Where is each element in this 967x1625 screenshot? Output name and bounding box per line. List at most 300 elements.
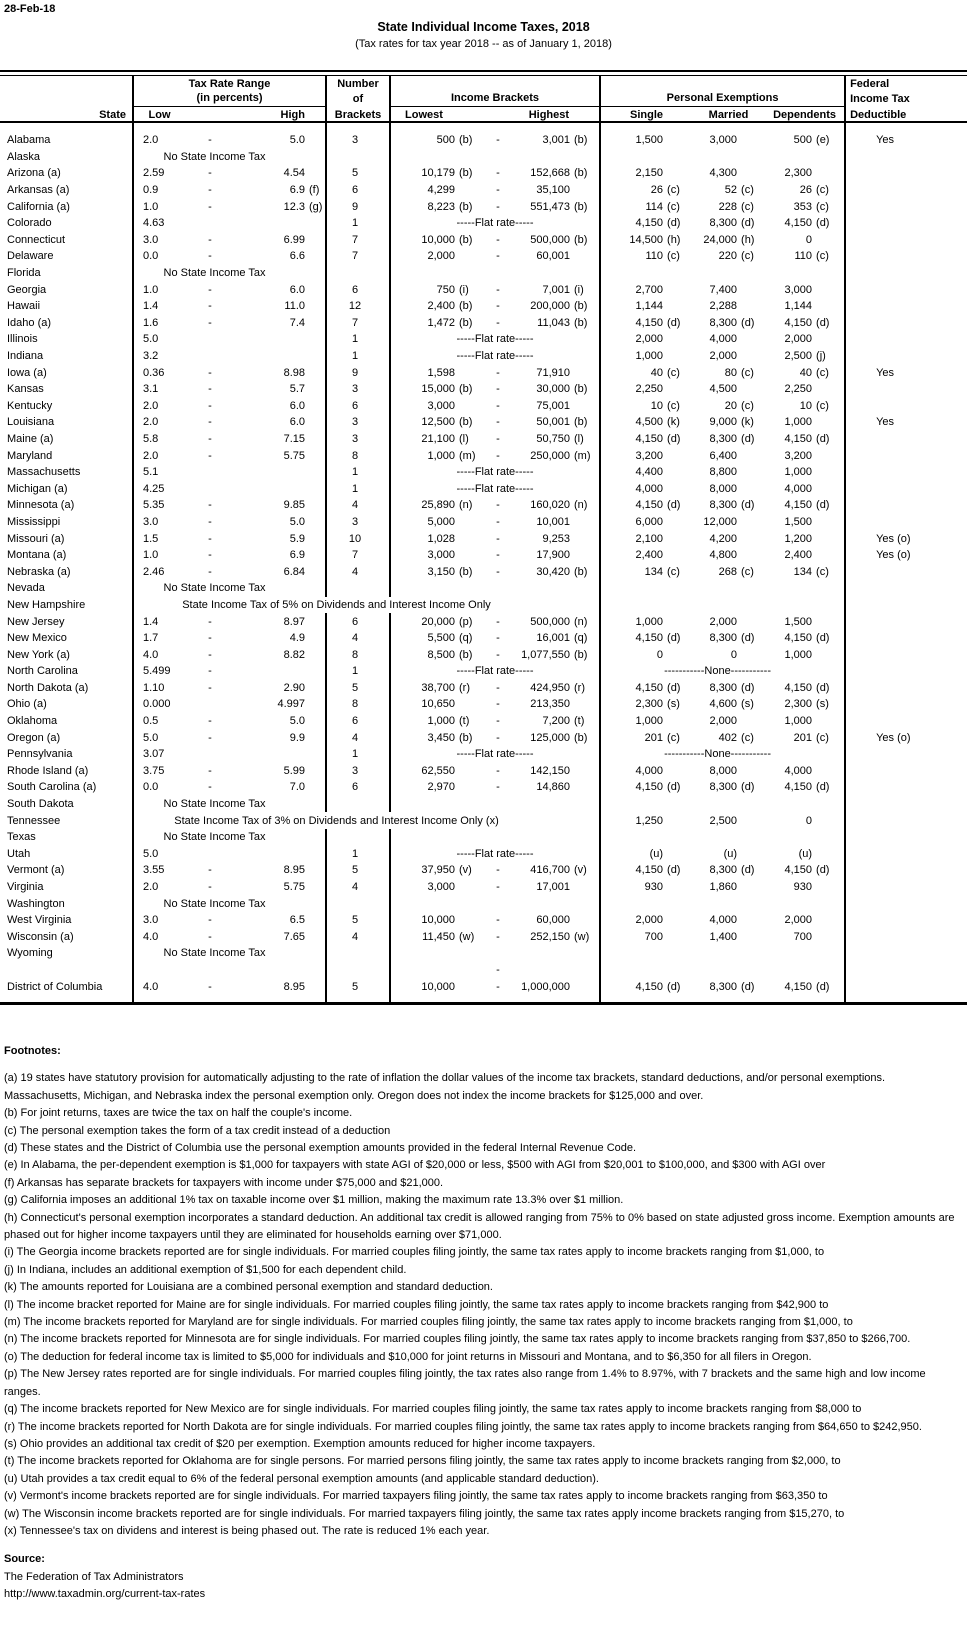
rate-low: 1.7 bbox=[143, 632, 159, 645]
table-header bbox=[0, 76, 967, 122]
exemption-dependents-value: 3,000 bbox=[784, 283, 813, 296]
income-bracket-dash: - bbox=[496, 864, 500, 877]
rate-range-dash bbox=[185, 846, 235, 863]
rate-low: 0.36 bbox=[143, 366, 165, 379]
income-bracket-lowest bbox=[390, 132, 486, 149]
exemption-dependents bbox=[765, 680, 845, 697]
income-bracket-lowest bbox=[390, 447, 486, 464]
exemption-dependents-footnote-marker: (d) bbox=[816, 499, 830, 512]
rate-high bbox=[235, 630, 326, 647]
bracket-count: 1 bbox=[326, 215, 390, 232]
personal-exemptions bbox=[600, 945, 845, 962]
exemption-dependents bbox=[765, 447, 845, 464]
exemption-married bbox=[692, 530, 765, 547]
income-bracket-lowest bbox=[390, 879, 486, 896]
exemption-married bbox=[692, 779, 765, 796]
exemption-dependents-value: 4,150 bbox=[784, 632, 813, 645]
income-bracket-lowest-value: 11,450 bbox=[422, 930, 455, 943]
exemption-single bbox=[600, 929, 692, 946]
exemption-single-footnote-marker: (c) bbox=[667, 565, 680, 578]
table-row bbox=[0, 331, 967, 348]
table-row bbox=[0, 696, 967, 713]
rate-low: 5.0 bbox=[143, 333, 159, 346]
exemption-dependents bbox=[765, 414, 845, 431]
income-bracket-highest-value: 142,150 bbox=[530, 764, 570, 777]
exemption-single-footnote-marker: (d) bbox=[667, 980, 681, 993]
exemption-single bbox=[600, 514, 692, 531]
rate-high-value: 7.15 bbox=[283, 432, 305, 445]
exemption-dependents-footnote-marker: (c) bbox=[816, 565, 829, 578]
exemption-dependents-value: 4,150 bbox=[784, 980, 813, 993]
income-bracket-highest-value: 1,077,550 bbox=[521, 648, 570, 661]
exemption-single bbox=[600, 630, 692, 647]
rate-high bbox=[235, 929, 326, 946]
flat-rate-label: -----Flat rate----- bbox=[390, 846, 600, 863]
bracket-count bbox=[326, 962, 390, 979]
exemption-married bbox=[692, 198, 765, 215]
state-name: Hawaii bbox=[0, 298, 133, 315]
income-bracket-lowest bbox=[390, 929, 486, 946]
rate-high bbox=[235, 431, 326, 448]
income-bracket-lowest-footnote-marker: (p) bbox=[459, 615, 473, 628]
state-name: Illinois bbox=[0, 331, 133, 348]
state-name: Connecticut bbox=[0, 232, 133, 249]
rate-high-value: 5.0 bbox=[289, 515, 305, 528]
rate-high bbox=[235, 763, 326, 780]
table-row bbox=[0, 182, 967, 199]
no-tax-label: No State Income Tax bbox=[133, 149, 326, 166]
exemption-single-footnote-marker: (h) bbox=[667, 233, 681, 246]
rate-high bbox=[235, 978, 326, 995]
rate-range-dash: - bbox=[208, 300, 212, 313]
header-rate-high: High bbox=[235, 106, 326, 122]
income-bracket-lowest bbox=[390, 514, 486, 531]
footnote: (e) In Alabama, the per-dependent exemption is $1,000 for taxpayers with state AGI of $20,000 or less, $500 with AGI from $20,001 to $100,000, and $300 with AGI over bbox=[4, 1159, 826, 1172]
rate-range-dash bbox=[185, 746, 235, 763]
exemption-married-footnote-marker: (d) bbox=[741, 980, 755, 993]
rate-range-dash: - bbox=[208, 449, 212, 462]
income-bracket-highest-value: 3,001 bbox=[542, 134, 570, 147]
bracket-count: 10 bbox=[326, 530, 390, 547]
income-bracket-highest-footnote-marker: (b) bbox=[574, 200, 588, 213]
rate-low: 2.0 bbox=[143, 134, 159, 147]
exemption-dependents bbox=[765, 165, 845, 182]
income-bracket-highest bbox=[510, 630, 600, 647]
income-bracket-highest bbox=[510, 713, 600, 730]
exemption-married bbox=[692, 464, 765, 481]
income-bracket-lowest-value: 3,150 bbox=[427, 565, 455, 578]
exemption-married bbox=[692, 763, 765, 780]
exemption-dependents-value: 4,000 bbox=[784, 764, 813, 777]
state-name: Maine (a) bbox=[0, 431, 133, 448]
rate-range-dash: - bbox=[208, 731, 212, 744]
income-bracket-lowest bbox=[390, 182, 486, 199]
rate-low: 1.0 bbox=[143, 283, 159, 296]
income-bracket-highest-footnote-marker: (r) bbox=[574, 681, 585, 694]
bracket-count: 6 bbox=[326, 281, 390, 298]
bracket-count bbox=[326, 580, 390, 597]
rate-high-value: 6.0 bbox=[289, 416, 305, 429]
exemption-dependents-footnote-marker: (c) bbox=[816, 184, 829, 197]
income-bracket-highest-footnote-marker: (b) bbox=[574, 565, 588, 578]
income-brackets bbox=[390, 122, 600, 132]
federal-deductible bbox=[845, 431, 967, 448]
state-name: Vermont (a) bbox=[0, 862, 133, 879]
bracket-count: 6 bbox=[326, 613, 390, 630]
exemption-dependents bbox=[765, 198, 845, 215]
income-bracket-lowest bbox=[390, 862, 486, 879]
federal-deductible bbox=[845, 248, 967, 265]
footnotes-section bbox=[4, 1045, 962, 1540]
exemption-single-value: 2,000 bbox=[635, 914, 664, 927]
header-row-3 bbox=[0, 106, 967, 122]
income-bracket-highest-value: 7,200 bbox=[542, 715, 570, 728]
rate-low: 3.2 bbox=[143, 350, 159, 363]
exemption-dependents-footnote-marker: (e) bbox=[816, 134, 830, 147]
rate-high bbox=[235, 862, 326, 879]
income-bracket-lowest bbox=[390, 630, 486, 647]
rate-high bbox=[235, 182, 326, 199]
exemption-married bbox=[692, 315, 765, 332]
rate-high-value: 8.97 bbox=[283, 615, 305, 628]
income-bracket-highest-value: 500,000 bbox=[530, 233, 570, 246]
federal-deductible bbox=[845, 846, 967, 863]
exemption-single bbox=[600, 232, 692, 249]
state-name: North Carolina bbox=[0, 663, 133, 680]
exemption-single-value: 26 bbox=[650, 184, 664, 197]
income-bracket-highest bbox=[510, 398, 600, 415]
header-state-spacer bbox=[0, 76, 133, 91]
income-bracket-dash: - bbox=[496, 648, 500, 661]
bracket-count: 7 bbox=[326, 248, 390, 265]
rate-low: 0.0 bbox=[143, 250, 159, 263]
exemption-single bbox=[600, 281, 692, 298]
exemption-dependents bbox=[765, 281, 845, 298]
rate-low: 2.0 bbox=[143, 416, 159, 429]
exemption-dependents-value: 110 bbox=[794, 250, 813, 263]
exemption-single bbox=[600, 182, 692, 199]
exemption-dependents bbox=[765, 248, 845, 265]
bracket-count: 9 bbox=[326, 198, 390, 215]
state-name: New Mexico bbox=[0, 630, 133, 647]
rate-low: 1.0 bbox=[143, 200, 159, 213]
exemption-married-value: 4,000 bbox=[709, 914, 738, 927]
income-bracket-highest-value: 50,750 bbox=[536, 432, 570, 445]
table-row bbox=[0, 398, 967, 415]
rate-high bbox=[235, 879, 326, 896]
income-bracket-highest bbox=[510, 613, 600, 630]
income-bracket-lowest-value: 10,000 bbox=[421, 914, 455, 927]
income-bracket-dash: - bbox=[496, 930, 500, 943]
income-bracket-lowest bbox=[390, 978, 486, 995]
federal-deductible bbox=[845, 713, 967, 730]
exemption-single bbox=[600, 530, 692, 547]
rate-low: 5.8 bbox=[143, 432, 159, 445]
rate-high bbox=[235, 447, 326, 464]
state-name: Ohio (a) bbox=[0, 696, 133, 713]
income-bracket-lowest-footnote-marker: (b) bbox=[459, 167, 473, 180]
table-row bbox=[0, 829, 967, 846]
rate-low: 3.75 bbox=[143, 764, 165, 777]
rate-high bbox=[235, 646, 326, 663]
bracket-count bbox=[326, 265, 390, 282]
exemption-single-value: 201 bbox=[644, 731, 664, 744]
no-tax-label: No State Income Tax bbox=[133, 895, 326, 912]
income-bracket-lowest-value: 750 bbox=[436, 283, 455, 296]
footnote: (c) The personal exemption takes the form of a tax credit instead of a deduction bbox=[4, 1124, 391, 1137]
report-date: 28-Feb-18 bbox=[4, 3, 56, 15]
income-brackets bbox=[390, 796, 600, 813]
exemption-single-value: 1,250 bbox=[635, 814, 664, 827]
income-bracket-highest-value: 10,001 bbox=[536, 515, 570, 528]
rate-range-dash: - bbox=[208, 881, 212, 894]
rate-high bbox=[235, 713, 326, 730]
rate-high bbox=[235, 680, 326, 697]
exemption-single-footnote-marker: (d) bbox=[667, 864, 681, 877]
federal-deductible bbox=[845, 165, 967, 182]
income-bracket-highest-footnote-marker: (t) bbox=[574, 715, 585, 728]
income-bracket-lowest-footnote-marker: (b) bbox=[459, 134, 473, 147]
exemption-married bbox=[692, 398, 765, 415]
state-name: Minnesota (a) bbox=[0, 497, 133, 514]
federal-deductible bbox=[845, 580, 967, 597]
federal-deductible bbox=[845, 746, 967, 763]
rate-high-value: 5.75 bbox=[283, 449, 305, 462]
rate-high bbox=[235, 514, 326, 531]
exemption-single-value: 4,150 bbox=[635, 432, 664, 445]
federal-deductible bbox=[845, 763, 967, 780]
rate-range-dash: - bbox=[208, 432, 212, 445]
footnote: (r) The income brackets reported for North Dakota are for single individuals. For married couples filing jointly, the same tax rates apply to income brackets ranging from $64,650 to $242,950. bbox=[4, 1420, 922, 1433]
federal-deductible bbox=[845, 779, 967, 796]
flat-rate-label: -----Flat rate----- bbox=[390, 215, 600, 232]
exemption-dependents-footnote-marker: (d) bbox=[816, 432, 830, 445]
bracket-count: 3 bbox=[326, 132, 390, 149]
income-bracket-lowest-footnote-marker: (b) bbox=[459, 233, 473, 246]
exemption-single bbox=[600, 962, 692, 979]
income-bracket-lowest bbox=[390, 232, 486, 249]
income-bracket-dash: - bbox=[496, 764, 500, 777]
income-bracket-lowest bbox=[390, 680, 486, 697]
rate-range-dash: - bbox=[208, 665, 212, 678]
exemption-single-footnote-marker: (c) bbox=[667, 250, 680, 263]
exemption-dependents bbox=[765, 812, 845, 829]
rate-range-dash: - bbox=[208, 980, 212, 993]
income-bracket-highest bbox=[510, 530, 600, 547]
exemption-single bbox=[600, 978, 692, 995]
federal-deductible bbox=[845, 464, 967, 481]
income-bracket-highest-footnote-marker: (b) bbox=[574, 731, 588, 744]
income-bracket-dash: - bbox=[496, 283, 500, 296]
exemption-single-value: 2,700 bbox=[635, 283, 664, 296]
header-personal-exemptions-title: Personal Exemptions bbox=[600, 91, 845, 106]
table-row bbox=[0, 563, 967, 580]
exemption-single-value: 10 bbox=[650, 399, 664, 412]
state-name: Pennsylvania bbox=[0, 746, 133, 763]
state-name: South Dakota bbox=[0, 796, 133, 813]
income-bracket-highest bbox=[510, 696, 600, 713]
bracket-count: 4 bbox=[326, 497, 390, 514]
table-row bbox=[0, 364, 967, 381]
table-row bbox=[0, 912, 967, 929]
rate-range-dash bbox=[185, 696, 235, 713]
rate-range-dash: - bbox=[208, 383, 212, 396]
exemption-dependents-footnote-marker: (c) bbox=[816, 399, 829, 412]
exemption-married-value: 8,800 bbox=[709, 466, 738, 479]
footnotes-heading: Footnotes: bbox=[4, 1045, 61, 1058]
rate-high bbox=[235, 962, 326, 979]
rate-high bbox=[235, 480, 326, 497]
exemption-married bbox=[692, 215, 765, 232]
footnote: (l) The income bracket reported for Maine are for single individuals. For married couples filing jointly, the same tax rates apply to income brackets ranging from $42,900 to bbox=[4, 1298, 829, 1311]
state-name: New York (a) bbox=[0, 646, 133, 663]
rate-high-value: 7.65 bbox=[283, 930, 305, 943]
income-bracket-highest bbox=[510, 763, 600, 780]
income-bracket-lowest bbox=[390, 248, 486, 265]
rate-high bbox=[235, 779, 326, 796]
exemption-married bbox=[692, 862, 765, 879]
rate-low: 2.0 bbox=[143, 881, 159, 894]
income-bracket-highest bbox=[510, 182, 600, 199]
exemption-dependents bbox=[765, 431, 845, 448]
income-brackets bbox=[390, 945, 600, 962]
exemption-dependents-value: 353 bbox=[793, 200, 813, 213]
federal-deductible bbox=[845, 447, 967, 464]
rate-low: 1.0 bbox=[143, 549, 159, 562]
rate-high-value: 8.95 bbox=[283, 864, 305, 877]
income-bracket-lowest-value: 500 bbox=[436, 134, 455, 147]
exemption-married bbox=[692, 165, 765, 182]
exemption-single bbox=[600, 215, 692, 232]
exemption-dependents-value: 1,000 bbox=[784, 416, 813, 429]
income-bracket-highest-footnote-marker: (b) bbox=[574, 167, 588, 180]
income-bracket-lowest-footnote-marker: (n) bbox=[459, 499, 473, 512]
income-bracket-dash: - bbox=[496, 963, 500, 976]
income-bracket-dash: - bbox=[496, 416, 500, 429]
table-row bbox=[0, 122, 967, 132]
state-name bbox=[0, 962, 133, 979]
income-bracket-highest bbox=[510, 447, 600, 464]
income-bracket-dash: - bbox=[496, 914, 500, 927]
income-bracket-lowest-footnote-marker: (i) bbox=[459, 283, 469, 296]
income-bracket-lowest-value: 37,950 bbox=[421, 864, 455, 877]
exemption-married-value: 12,000 bbox=[703, 515, 738, 528]
income-bracket-dash: - bbox=[496, 316, 500, 329]
income-bracket-lowest-footnote-marker: (b) bbox=[459, 731, 473, 744]
exemption-married-value: 8,300 bbox=[709, 864, 738, 877]
federal-deductible bbox=[845, 215, 967, 232]
source-url: http://www.taxadmin.org/current-tax-rates bbox=[4, 1588, 206, 1601]
exemption-dependents bbox=[765, 696, 845, 713]
rate-range-dash: - bbox=[208, 167, 212, 180]
exemption-dependents-footnote-marker: (j) bbox=[816, 350, 826, 363]
exemption-dependents bbox=[765, 381, 845, 398]
rate-high-value: 2.90 bbox=[283, 681, 305, 694]
source-heading: Source: bbox=[4, 1553, 45, 1566]
exemption-dependents-value: 1,500 bbox=[784, 615, 813, 628]
exemption-married-footnote-marker: (c) bbox=[741, 366, 754, 379]
exemption-married bbox=[692, 978, 765, 995]
state-name: Florida bbox=[0, 265, 133, 282]
exemption-single-footnote-marker: (c) bbox=[667, 184, 680, 197]
income-bracket-lowest-value: 10,650 bbox=[421, 698, 455, 711]
exemption-dependents-value: 4,150 bbox=[784, 781, 813, 794]
exemption-married-footnote-marker: (c) bbox=[741, 399, 754, 412]
rate-high bbox=[235, 530, 326, 547]
table-row bbox=[0, 149, 967, 166]
income-bracket-highest-footnote-marker: (b) bbox=[574, 648, 588, 661]
header-income-highest: Highest bbox=[510, 106, 600, 122]
federal-deductible bbox=[845, 929, 967, 946]
exemption-married bbox=[692, 497, 765, 514]
income-bracket-lowest bbox=[390, 497, 486, 514]
table-row bbox=[0, 962, 967, 979]
exemption-dependents-value: 2,250 bbox=[784, 383, 813, 396]
federal-deductible: Yes (o) bbox=[876, 532, 911, 545]
rate-high-footnote-marker: (g) bbox=[309, 200, 323, 213]
income-bracket-highest-value: 71,910 bbox=[536, 366, 570, 379]
income-bracket-lowest-value: 2,000 bbox=[427, 250, 455, 263]
exemption-dependents-footnote-marker: (d) bbox=[816, 681, 830, 694]
income-bracket-lowest bbox=[390, 165, 486, 182]
exemption-married bbox=[692, 812, 765, 829]
state-name: Colorado bbox=[0, 215, 133, 232]
income-bracket-dash: - bbox=[496, 233, 500, 246]
exemption-single-value: 3,200 bbox=[635, 449, 664, 462]
exemption-single-value: (u) bbox=[649, 847, 664, 860]
personal-exemptions bbox=[600, 995, 845, 1004]
footnote: (j) In Indiana, includes an additional exemption of $1,500 for each dependent child. bbox=[4, 1263, 407, 1276]
table-row bbox=[0, 447, 967, 464]
rate-range-dash: - bbox=[208, 233, 212, 246]
exemption-dependents bbox=[765, 215, 845, 232]
rate-low: 3.07 bbox=[143, 748, 165, 761]
federal-deductible bbox=[845, 315, 967, 332]
tax-table-body bbox=[0, 122, 967, 1004]
exemption-dependents-footnote-marker: (d) bbox=[816, 781, 830, 794]
exemption-dependents-value: (u) bbox=[798, 847, 813, 860]
exemption-married-value: 0 bbox=[730, 648, 738, 661]
exemption-dependents-footnote-marker: (s) bbox=[816, 698, 829, 711]
income-bracket-dash: - bbox=[496, 134, 500, 147]
bracket-count: 6 bbox=[326, 713, 390, 730]
rate-low: 2.59 bbox=[143, 167, 165, 180]
income-brackets bbox=[390, 149, 600, 166]
exemption-single bbox=[600, 779, 692, 796]
table-row bbox=[0, 464, 967, 481]
exemption-dependents-footnote-marker: (c) bbox=[816, 200, 829, 213]
header-state-spacer2 bbox=[0, 91, 133, 106]
rate-range-dash: - bbox=[208, 283, 212, 296]
header-rate-low: Low bbox=[133, 106, 185, 122]
federal-deductible bbox=[845, 232, 967, 249]
exemption-single-value: 2,000 bbox=[635, 333, 664, 346]
rate-range-dash: - bbox=[208, 200, 212, 213]
income-bracket-lowest-footnote-marker: (m) bbox=[459, 449, 476, 462]
table-row bbox=[0, 763, 967, 780]
exemption-married-value: 8,300 bbox=[709, 499, 738, 512]
rate-high bbox=[235, 364, 326, 381]
no-tax-label: No State Income Tax bbox=[133, 265, 326, 282]
bracket-count bbox=[326, 829, 390, 846]
exemption-dependents-value: 4,150 bbox=[784, 316, 813, 329]
rate-high bbox=[235, 398, 326, 415]
personal-exemptions bbox=[600, 149, 845, 166]
exemption-dependents-footnote-marker: (d) bbox=[816, 316, 830, 329]
table-row bbox=[0, 597, 967, 614]
rate-high-value: 4.54 bbox=[283, 167, 305, 180]
income-bracket-highest bbox=[510, 978, 600, 995]
